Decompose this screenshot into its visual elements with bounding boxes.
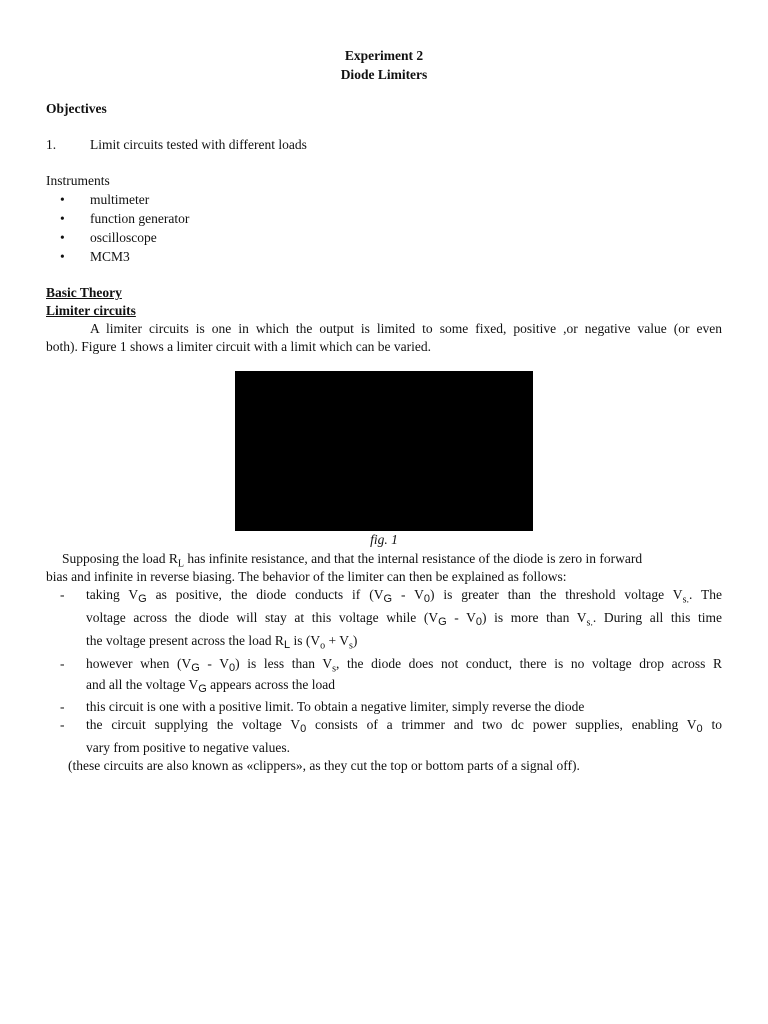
instruments-heading: Instruments xyxy=(46,173,110,188)
explanation-line: voltage across the diode will stay at this voltage while $(V_G - V_0)$ is more than $V_{s.}$. During all this time xyxy=(86,610,722,629)
explanation-line: taking $V_G$ as positive, the diode conducts if $(V_G - V_0)$ is greater than the threshold voltage $V_{s.}$. The xyxy=(86,587,723,606)
figure-caption: fig. 1 xyxy=(370,532,398,547)
circuit-figure xyxy=(235,371,533,531)
explanation-line: this circuit is one with a positive limit. To obtain a negative limiter, simply reverse the diode xyxy=(86,699,585,714)
explanation-line: however when $(V_G - V_0)$ is less than $V_s$, the diode does not conduct, there is no voltage drop across R xyxy=(86,656,722,675)
paragraph-line: A limiter circuits is one in which the output is limited to some fixed, positive ,or negative value (or even xyxy=(90,321,722,336)
experiment-subtitle: Diode Limiters xyxy=(340,67,428,82)
paragraph-line: both). Figure 1 shows a limiter circuit with a limit which can be varied. xyxy=(46,339,432,354)
bullet-icon: • xyxy=(60,192,65,207)
explanation-line: the voltage present across the load $R_L$ is $(V_o + V_s)$ xyxy=(86,633,358,652)
instrument-item: oscilloscope xyxy=(90,230,157,245)
limiter-circuits-heading: Limiter circuits xyxy=(46,303,136,318)
bullet-icon: • xyxy=(60,230,65,245)
paragraph-line: bias and infinite in reverse biasing. The behavior of the limiter can then be explained as follows: xyxy=(46,569,567,584)
objective-number: 1. xyxy=(46,137,57,152)
experiment-title: Experiment 2 xyxy=(344,48,424,63)
paragraph-line: Supposing the load $R_L$ has infinite resistance, and that the internal resistance of the diode is zero in forward xyxy=(62,551,643,570)
basic-theory-heading: Basic Theory xyxy=(46,285,122,300)
instrument-item: MCM3 xyxy=(90,249,130,264)
explanation-line: and all the voltage $V_G$ appears across the load xyxy=(86,677,335,695)
bullet-icon: • xyxy=(60,211,65,226)
dash-marker: - xyxy=(60,699,65,714)
objective-text: Limit circuits tested with different loads xyxy=(90,137,307,152)
explanation-line: vary from positive to negative values. xyxy=(86,740,290,755)
dash-marker: - xyxy=(60,717,65,732)
explanation-line: the circuit supplying the voltage $V_0$ consists of a trimmer and two dc power supplies, enabling $V_0$ to xyxy=(86,717,722,735)
dash-marker: - xyxy=(60,656,65,671)
instrument-item: multimeter xyxy=(90,192,150,207)
dash-marker: - xyxy=(60,587,65,602)
bullet-icon: • xyxy=(60,249,65,264)
instrument-item: function generator xyxy=(90,211,190,226)
closing-note: (these circuits are also known as «clippers», as they cut the top or bottom parts of a signal off). xyxy=(68,758,580,773)
objectives-heading: Objectives xyxy=(46,101,107,116)
